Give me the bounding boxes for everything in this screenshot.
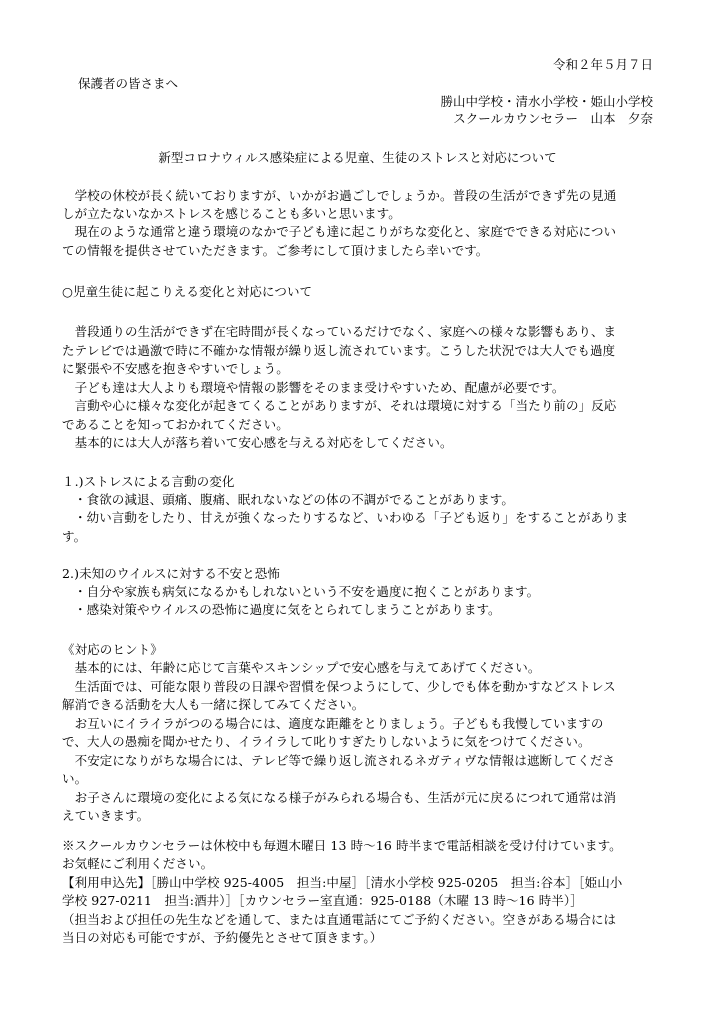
point-item: ・食欲の減退、頭痛、腹痛、眠れないなどの体の不調がでることがあります。 (74, 492, 515, 507)
point-heading: １.)ストレスによる言動の変化 (62, 474, 235, 489)
author-line: スクールカウンセラー 山本 夕奈 (453, 111, 653, 126)
document-date: 令和２年５月７日 (552, 57, 653, 72)
section-heading: ○児童生徒に起こりえる変化と対応について (62, 284, 313, 299)
body-line: に緊張や不安感を抱きやすいでしょう。 (62, 361, 289, 376)
point-heading: 2.)未知のウイルスに対する不安と恐怖 (62, 566, 280, 581)
intro-line: 学校の休校が長く続いておりますが、いかがお過ごしでしょうか。普段の生活ができず先の見通 (62, 188, 617, 203)
hint-line: 基本的には、年齢に応じて言葉やスキンシップで安心感を与えてあげてください。 (62, 660, 541, 675)
intro-line: ての情報を提供させていただきます。ご参考にして頂けましたら幸いです。 (62, 243, 489, 258)
footer-line: ※スクールカウンセラーは休校中も毎週木曜日 13 時～16 時半まで電話相談を受け付けています。 (62, 838, 622, 853)
footer-line: 学校 927-0211 担当:酒井）］［カウンセラー室直通：925-0188（木曜 13 時～16 時半）］ (62, 893, 583, 908)
schools-line: 勝山中学校・清水小学校・姫山小学校 (440, 94, 653, 109)
footer-line: 当日の対応も可能ですが、予約優先とさせて頂きます。） (62, 930, 383, 945)
hint-line: 生活面では、可能な限り普段の日課や習慣を保つようにして、少しでも体を動かすなどストレス (62, 679, 616, 694)
recipient-line: 保護者の皆さまへ (78, 76, 179, 91)
intro-line: しが立たないなかストレスを感じることも多いと思います。 (62, 206, 401, 221)
point-item: ・幼い言動をしたり、甘えが強くなったりするなど、いわゆる「子ども返り」をすることがありま (74, 510, 629, 525)
hint-line: お子さんに環境の変化による気になる様子がみられる場合も、生活が元に戻るにつれて通常は消 (62, 790, 617, 805)
body-line: 子ども達は大人よりも環境や情報の影響をそのまま受けやすいため、配慮が必要です。 (62, 380, 565, 395)
hint-line: で、大人の愚痴を聞かせたり、イライラして叱りすぎたりしないように気をつけてください。 (62, 734, 591, 749)
point-item: す。 (62, 529, 87, 544)
hint-line: お互いにイライラがつのる場合には、適度な距離をとりましょう。子どもも我慢していますの (62, 716, 604, 731)
point-item: ・自分や家族も病気になるかもしれないという不安を過度に抱くことがあります。 (74, 584, 540, 599)
body-line: であることを知っておかれてください。 (62, 417, 289, 432)
hints-heading: 《対応のヒント》 (62, 642, 163, 657)
body-line: 普段通りの生活ができず在宅時間が長くなっているだけでなく、家庭への様々な影響もあり、ま (62, 324, 617, 339)
footer-line: お気軽にご利用ください。 (62, 856, 214, 871)
footer-line: （担当および担任の先生などを通して、または直通電話にてご予約ください。空きがある場合には (62, 912, 617, 927)
hint-line: 解消できる活動を大人も一緒に探してみてください。 (62, 697, 365, 712)
point-item: ・感染対策やウイルスの恐怖に過度に気をとられてしまうことがあります。 (74, 602, 501, 617)
document-title: 新型コロナウィルス感染症による児童、生徒のストレスと対応について (158, 150, 557, 165)
hint-line: い。 (62, 771, 88, 786)
body-line: 言動や心に様々な変化が起きてくることがありますが、それは環境に対する「当たり前の」反応 (62, 398, 617, 413)
hint-line: えていきます。 (62, 808, 150, 823)
body-line: たテレビでは過激で時に不確かな情報が繰り返し流されています。こうした状況では大人でも過度 (62, 343, 616, 358)
hint-line: 不安定になりがちな場合には、テレビ等で繰り返し流されるネガティヴな情報は遮断してくださ (62, 753, 616, 768)
intro-line: 現在のような通常と違う環境のなかで子ども達に起こりがちな変化と、家庭でできる対応につい (62, 224, 617, 239)
body-line: 基本的には大人が落ち着いて安心感を与える対応をしてください。 (62, 435, 453, 450)
footer-line: 【利用申込先】［勝山中学校 925-4005 担当:中屋］［清水小学校 925-0205 担当:谷本］［姫山小 (62, 875, 623, 890)
